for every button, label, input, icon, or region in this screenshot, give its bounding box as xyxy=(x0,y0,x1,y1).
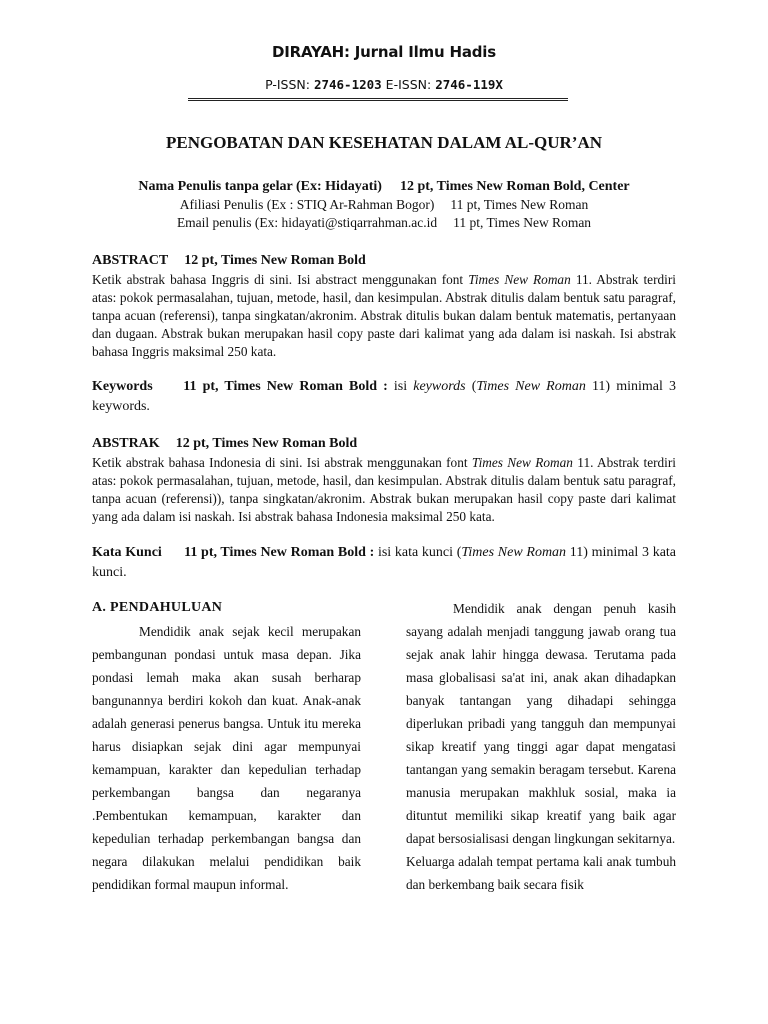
eissn-label: E-ISSN: xyxy=(385,77,432,92)
pissn-number: 2746-1203 xyxy=(313,77,382,92)
affiliation-note: 11 pt, Times New Roman xyxy=(450,197,589,212)
author-name: Nama Penulis tanpa gelar (Ex: Hidayati) xyxy=(138,179,382,194)
keywords-en xyxy=(92,377,676,417)
body-paragraph: Mendidik anak dengan penuh kasih sayang adalah menjadi tanggung jawab orang tua sejak anak lahir hingga dewasa. Terutama pada masa globalisasi sa'at ini, anak akan dihadapkan banyak tantangan yang dihadapi sehingga diperlukan pribadi yang tangguh dan mempunyai sikap kreatif yang tinggi agar dapat mengatasi tantangan yang semakin beragam tersebut. Karena manusia merupakan makhluk sosial, maka ia dituntut memiliki sikap kreatif yang baik agar dapat bersosialisasi dengan lingkungan sekitarnya. xyxy=(406,601,676,846)
article-title: PENGOBATAN DAN KESEHATAN DALAM AL-QUR’AN xyxy=(165,133,603,152)
column-right xyxy=(406,597,676,896)
abstract-en-note: 12 pt, Times New Roman Bold xyxy=(184,253,366,268)
abstract-id-title: ABSTRAK xyxy=(92,436,160,451)
author-email-line xyxy=(0,215,768,231)
keywords-en-font: Times New Roman xyxy=(476,379,586,394)
keywords-en-label: Keywords xyxy=(92,379,153,394)
abstract-en-body xyxy=(92,271,676,361)
keywords-en-paren: ( xyxy=(465,379,477,394)
header-rule xyxy=(188,98,568,99)
abstract-id-body xyxy=(92,454,676,526)
keywords-id xyxy=(92,543,676,583)
abstract-id-text-rest: 11. Abstrak terdiri atas: pokok permasalahan, tujuan, metode, hasil, dan kesimpulan. Abstrak ditulis dalam bentuk satu paragraf, tanpa acuan (referensi)), tanpa singkatan/akronim. Abstrak bukan merupakan hasil copy paste dari kalimat yang ada dalam isi naskah. Isi abstrak bahasa Indonesia maksimal 250 kata. xyxy=(92,455,676,524)
abstract-en-text: Ketik abstrak bahasa Inggris di sini. Isi abstract menggunakan font xyxy=(92,272,469,287)
author-name-line xyxy=(0,179,768,195)
section-heading: A. PENDAHULUAN xyxy=(92,600,223,615)
keywords-id-note: 11 pt, Times New Roman Bold : xyxy=(184,545,375,560)
abstract-en-text-rest: 11. Abstrak terdiri atas: pokok permasalahan, tujuan, metode, hasil, dan kesimpulan. Abstrak ditulis dalam bentuk satu paragraf, tanpa acuan (referensi), tanpa singkatan/akronim. Abstrak ditulis bukan dalam bentuk matematis, pertanyaan dan dugaan. Abstrak bukan merupakan hasil copy paste dari kalimat yang ada dalam isi naskah. Isi abstrak bahasa Inggris maksimal 250 kata. xyxy=(92,272,676,359)
keywords-en-text: isi xyxy=(387,379,414,394)
column-left xyxy=(92,620,361,896)
keywords-id-label: Kata Kunci xyxy=(92,545,162,560)
abstract-id-text: Ketik abstrak bahasa Indonesia di sini. Isi abstrak menggunakan font xyxy=(92,455,472,470)
body-paragraph: Keluarga adalah tempat pertama kali anak tumbuh dan berkembang baik secara fisik xyxy=(406,854,676,892)
eissn-number: 2746-119X xyxy=(435,77,503,92)
abstract-en-title: ABSTRACT xyxy=(92,253,169,268)
author-email: Email penulis (Ex: hidayati@stiqarrahman.ac.id xyxy=(176,215,438,230)
author-affiliation: Afiliasi Penulis (Ex : STIQ Ar-Rahman Bogor) xyxy=(179,197,435,212)
abstract-en-font: Times New Roman xyxy=(468,272,571,287)
keywords-id-rest: 11) minimal 3 kata kunci. xyxy=(92,545,677,580)
issn-line xyxy=(0,77,768,92)
keywords-id-font: Times New Roman xyxy=(461,545,567,560)
keywords-en-note: 11 pt, Times New Roman Bold : xyxy=(183,379,388,394)
abstract-id-note: 12 pt, Times New Roman Bold xyxy=(175,436,358,451)
abstract-id-heading xyxy=(92,436,357,452)
abstract-en-heading xyxy=(92,253,366,269)
header-rule-secondary xyxy=(188,100,568,101)
pissn-label: P-ISSN: xyxy=(265,77,310,92)
author-name-note: 12 pt, Times New Roman Bold, Center xyxy=(399,179,630,194)
abstract-id-font: Times New Roman xyxy=(471,455,573,470)
keywords-en-italic: keywords xyxy=(413,379,466,394)
journal-name: DIRAYAH: Jurnal Ilmu Hadis xyxy=(272,43,496,61)
body-paragraph: Mendidik anak sejak kecil merupakan pembangunan pondasi untuk masa depan. Jika pondasi lemah maka akan susah berharap bangunannya berdiri kokoh dan kuat. Anak-anak adalah generasi penerus bangsa. Untuk itu mereka harus disiapkan sejak dini agar mempunyai kemampuan, karakter dan kepedulian terhadap perkembangan bangsa dan negaranya .Pembentukan kemampuan, karakter dan kepedulian terhadap perkembangan bangsa dan negara dilakukan melalui pendidikan baik pendidikan formal maupun informal. xyxy=(92,624,361,892)
author-affiliation-line xyxy=(0,197,768,213)
keywords-id-text: isi kata kunci ( xyxy=(374,545,462,560)
email-note: 11 pt, Times New Roman xyxy=(453,215,592,230)
keywords-en-rest: 11) minimal 3 keywords. xyxy=(92,379,676,414)
